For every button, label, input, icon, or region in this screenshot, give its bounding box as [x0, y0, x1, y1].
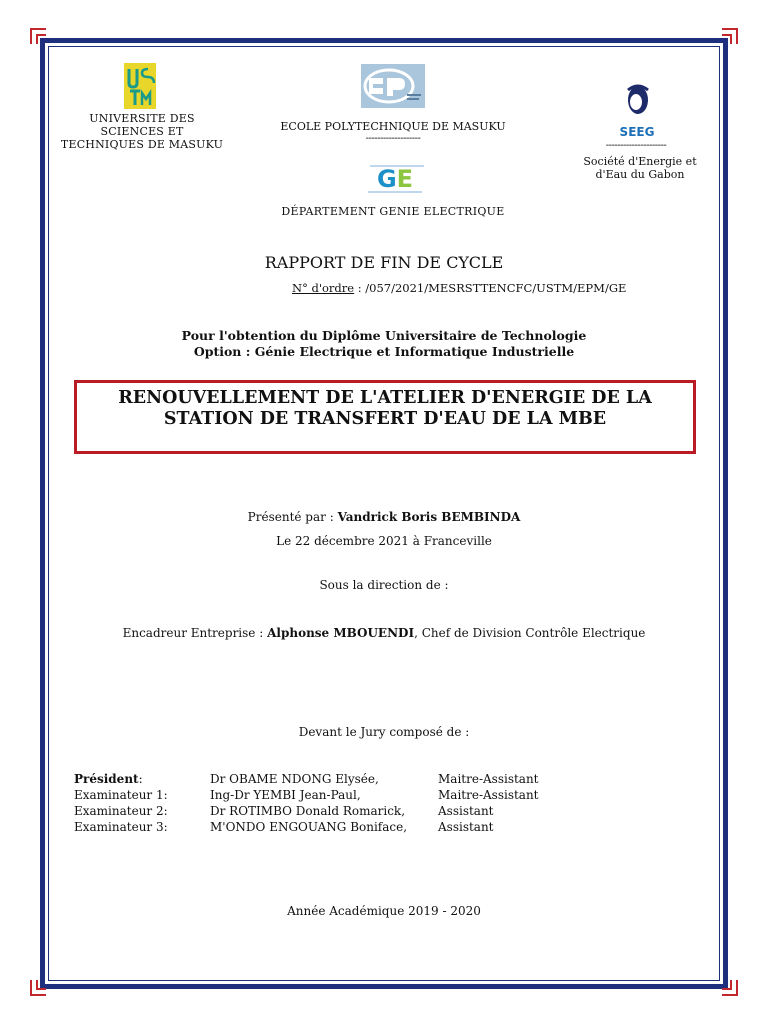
jury-role-suffix: : [138, 772, 143, 786]
jury-role [74, 771, 143, 787]
order-value: : /057/2021/MESRSTTENCFC/USTM/EPM/GE [354, 281, 627, 295]
jury-member-title: Assistant [438, 820, 494, 834]
supervisor-name: Alphonse MBOUENDI [267, 626, 415, 640]
ge-logo [366, 162, 424, 196]
supervisor-role: , Chef de Division Contrôle Electrique [414, 626, 646, 640]
school-name: ECOLE POLYTECHNIQUE DE MASUKU [280, 120, 506, 133]
ustm-logo [124, 63, 156, 109]
jury-heading: Devant le Jury composé de : [298, 725, 470, 739]
order-number [292, 281, 712, 295]
corner-ornament [36, 34, 46, 44]
presented-label: Présenté par : [247, 510, 338, 524]
jury-member-name: M'ONDO ENGOUANG Boniface, [210, 820, 408, 834]
order-label: N° d'ordre [292, 281, 355, 295]
report-type: RAPPORT DE FIN DE CYCLE [264, 253, 504, 272]
direction-label: Sous la direction de : [319, 578, 449, 592]
corner-ornament [36, 980, 46, 990]
svg-text:GE: GE [376, 165, 414, 193]
jury-role: Examinateur 2: [74, 804, 168, 818]
department-name: DÉPARTEMENT GENIE ELECTRIQUE [281, 205, 505, 218]
jury-member-title: Maitre-Assistant [438, 788, 539, 802]
student-name: Vandrick Boris BEMBINDA [337, 510, 521, 524]
supervisor-label: Encadreur Entreprise : [122, 626, 268, 640]
seeg-logo [614, 82, 660, 142]
date-place: Le 22 décembre 2021 à Franceville [276, 534, 492, 548]
university-name: UNIVERSITE DES SCIENCES ET TECHNIQUES DE MASUKU [60, 112, 224, 151]
jury-member-name: Dr OBAME NDONG Elysée, [210, 772, 379, 786]
supervisor-line [0, 626, 768, 641]
jury-role-label: Président [74, 772, 139, 786]
epm-logo [361, 64, 425, 108]
diploma-line: Pour l'obtention du Diplôme Universitaire de Technologie [181, 328, 587, 343]
corner-ornament [722, 980, 732, 990]
seeg-separator: --------------------- [605, 140, 667, 151]
jury-member-title: Maitre-Assistant [438, 772, 539, 786]
jury-member-name: Dr ROTIMBO Donald Romarick, [210, 804, 406, 818]
report-title: RENOUVELLEMENT DE L'ATELIER D'ENERGIE DE LA STATION DE TRANSFERT D'EAU DE LA MBE [118, 388, 652, 429]
diploma-info [0, 328, 768, 360]
option-line: Option : Génie Electrique et Informatique Industrielle [193, 344, 575, 359]
jury-member-title: Assistant [438, 804, 494, 818]
jury-role: Examinateur 1: [74, 788, 168, 802]
school-separator: ------------------- [365, 133, 421, 144]
company-name: Société d'Energie et d'Eau du Gabon [583, 155, 697, 181]
jury-member-name: Ing-Dr YEMBI Jean-Paul, [210, 788, 361, 802]
jury-role: Examinateur 3: [74, 820, 168, 834]
academic-year: Année Académique 2019 - 2020 [287, 904, 481, 918]
svg-text:SEEG: SEEG [619, 125, 655, 139]
corner-ornament [722, 34, 732, 44]
presented-by [0, 510, 768, 525]
